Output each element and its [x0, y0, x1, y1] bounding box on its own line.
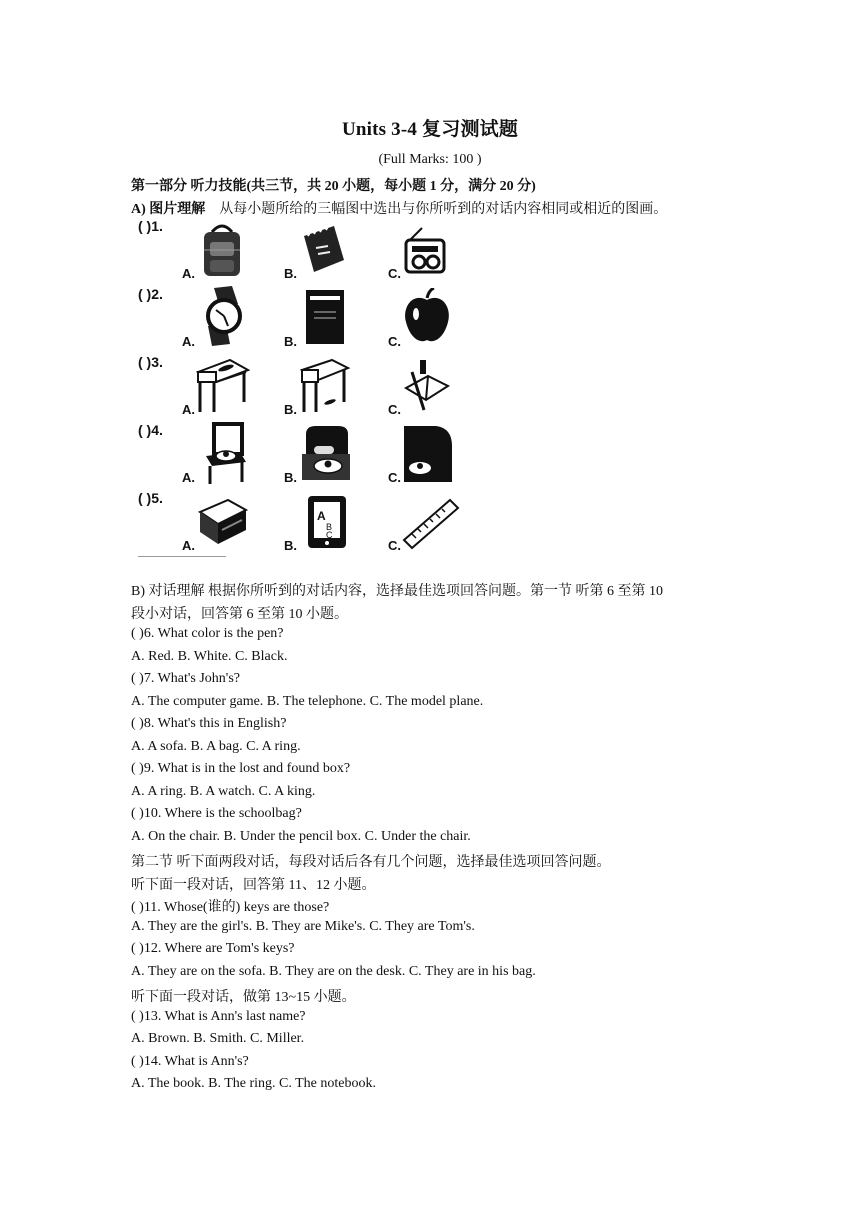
divider [138, 556, 226, 557]
svg-text:B: B [326, 522, 333, 532]
desk-with-pen-icon [196, 354, 250, 414]
section-a-instruction: 从每小题所给的三幅图中选出与你所听到的对话内容相同或相近的图画。 [219, 202, 668, 217]
svg-text:A: A [317, 509, 326, 523]
option-label: C. [388, 334, 401, 349]
question-number: ( )4. [138, 422, 163, 438]
answer-options: A. Brown. B. Smith. C. Miller. [131, 1031, 305, 1046]
dialogue-instruction: 听下面一段对话，做第 13~15 小题。 [131, 990, 356, 1005]
answer-options: A. The book. B. The ring. C. The notebook. [131, 1076, 376, 1091]
section-b-intro-line1: B) 对话理解 根据你所听到的对话内容，选择最佳选项回答问题。第一节 听第 6 至第 10 [131, 584, 663, 599]
option-label: C. [388, 470, 401, 485]
option-label: A. [182, 538, 195, 553]
question-line: ( )7. What's John's? [131, 671, 240, 686]
option-label: B. [284, 266, 297, 281]
watch-icon [198, 286, 248, 346]
option-label: B. [284, 470, 297, 485]
question-line: ( )6. What color is the pen? [131, 626, 284, 641]
dialogue-instruction: 听下面一段对话，回答第 11、12 小题。 [131, 878, 376, 893]
full-marks: (Full Marks: 100 ) [378, 152, 482, 167]
answer-options: A. A sofa. B. A bag. C. A ring. [131, 739, 301, 754]
answer-options: A. On the chair. B. Under the pencil box. C. Under the chair. [131, 829, 471, 844]
dark-chair-icon [402, 424, 454, 482]
question-number: ( )3. [138, 354, 163, 370]
option-label: C. [388, 538, 401, 553]
radio-icon [402, 226, 448, 276]
option-label: A. [182, 266, 195, 281]
question-line: ( )12. Where are Tom's keys? [131, 941, 295, 956]
option-label: A. [182, 402, 195, 417]
svg-text:C: C [326, 530, 333, 540]
question-line: ( )9. What is in the lost and found box? [131, 761, 351, 776]
notebook-icon [298, 222, 348, 278]
question-line: ( )14. What is Ann's? [131, 1054, 249, 1069]
section-2-instruction: 第二节 听下面两段对话，每段对话后各有几个问题，选择最佳选项回答问题。 [131, 855, 611, 870]
section-b-intro-line2: 段小对话，回答第 6 至第 10 小题。 [131, 607, 348, 622]
pen-on-book-icon [402, 358, 452, 412]
pencil-box-icon [198, 498, 248, 546]
question-number: ( )2. [138, 286, 163, 302]
answer-options: A. The computer game. B. The telephone. C. The model plane. [131, 694, 484, 709]
option-label: A. [182, 470, 195, 485]
answer-options: A. A ring. B. A watch. C. A king. [131, 784, 316, 799]
option-label: C. [388, 266, 401, 281]
question-line: ( )13. What is Ann's last name? [131, 1009, 306, 1024]
ruler-icon [400, 496, 462, 552]
question-line: ( )11. Whose(谁的) keys are those? [131, 900, 330, 915]
option-label: B. [284, 334, 297, 349]
schoolbag-icon [198, 220, 246, 280]
answer-options: A. Red. B. White. C. Black. [131, 649, 288, 664]
sofa-with-hat-icon [298, 424, 354, 482]
id-card-icon [304, 494, 350, 550]
page-title: Units 3-4 复习测试题 [341, 119, 519, 140]
option-label: A. [182, 334, 195, 349]
section-a-label: A) 图片理解 [131, 202, 206, 217]
part1-header: 第一部分 听力技能(共三节，共 20 小题，每小题 1 分，满分 20 分) [131, 179, 536, 194]
question-number: ( )1. [138, 218, 163, 234]
book-icon [300, 288, 348, 346]
option-label: B. [284, 402, 297, 417]
picture-questions [138, 214, 478, 558]
desk-pen-under-icon [298, 354, 352, 414]
chair-with-hat-icon [200, 422, 250, 484]
answer-options: A. They are on the sofa. B. They are on the desk. C. They are in his bag. [131, 964, 536, 979]
question-number: ( )5. [138, 490, 163, 506]
apple-icon [402, 288, 452, 346]
question-line: ( )8. What's this in English? [131, 716, 287, 731]
option-label: B. [284, 538, 297, 553]
question-line: ( )10. Where is the schoolbag? [131, 806, 302, 821]
answer-options: A. They are the girl's. B. They are Mike's. C. They are Tom's. [131, 919, 475, 934]
option-label: C. [388, 402, 401, 417]
